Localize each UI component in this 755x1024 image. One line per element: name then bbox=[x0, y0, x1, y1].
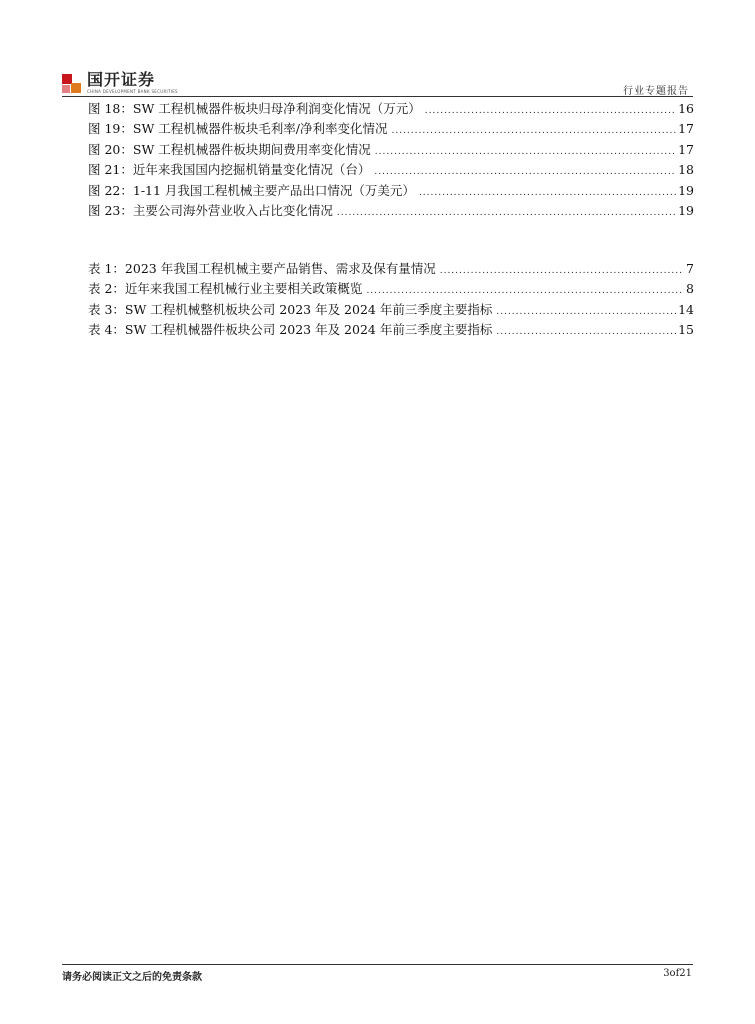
logo-mark-icon bbox=[62, 74, 81, 93]
table-label: 表 1：2023 年我国工程机械主要产品销售、需求及保有量情况 bbox=[88, 261, 436, 276]
logo-subtitle: CHINA DEVELOPMENT BANK SECURITIES bbox=[87, 89, 178, 94]
figure-entry[interactable] bbox=[88, 160, 694, 180]
figure-entry[interactable] bbox=[88, 201, 694, 221]
table-list bbox=[88, 259, 694, 341]
dot-leader bbox=[337, 208, 676, 218]
table-label: 表 2：近年来我国工程机械行业主要相关政策概览 bbox=[88, 281, 363, 297]
logo-name: 国开证券 bbox=[87, 70, 156, 89]
company-logo bbox=[62, 70, 178, 96]
table-page: 15 bbox=[678, 322, 694, 338]
report-type: 行业专题报告 bbox=[623, 86, 689, 97]
figure-label: 图 18：SW 工程机械器件板块归母净利润变化情况（万元） bbox=[88, 101, 421, 116]
table-label: 表 4：SW 工程机械器件板块公司 2023 年及 2024 年前三季度主要指标 bbox=[88, 322, 493, 338]
footer-divider bbox=[62, 964, 693, 965]
figure-entry[interactable] bbox=[88, 140, 694, 160]
page-number: 3of21 bbox=[663, 968, 692, 979]
dot-leader bbox=[496, 327, 676, 337]
table-page: 14 bbox=[678, 301, 694, 317]
disclaimer-text: 请务必阅读正文之后的免责条款 bbox=[62, 972, 202, 983]
figure-entry[interactable] bbox=[88, 119, 694, 139]
table-entry[interactable] bbox=[88, 279, 694, 299]
figure-label: 图 19：SW 工程机械器件板块毛利率/净利率变化情况 bbox=[88, 121, 388, 137]
dot-leader bbox=[419, 188, 676, 198]
figure-page: 16 bbox=[678, 101, 694, 116]
dot-leader bbox=[496, 307, 676, 317]
figure-label: 图 22：1-11 月我国工程机械主要产品出口情况（万美元） bbox=[88, 182, 415, 198]
dot-leader bbox=[375, 147, 676, 157]
header-divider bbox=[62, 96, 693, 97]
figure-page: 17 bbox=[678, 141, 694, 157]
figure-entry[interactable] bbox=[88, 181, 694, 201]
table-label: 表 3：SW 工程机械整机板块公司 2023 年及 2024 年前三季度主要指标 bbox=[88, 301, 493, 317]
figure-page: 18 bbox=[678, 162, 694, 178]
table-entry[interactable] bbox=[88, 320, 694, 340]
figure-label: 图 23：主要公司海外营业收入占比变化情况 bbox=[88, 202, 333, 218]
dot-leader bbox=[366, 286, 684, 296]
figure-label: 图 21：近年来我国国内挖掘机销量变化情况（台） bbox=[88, 162, 371, 178]
figure-page: 19 bbox=[678, 182, 694, 198]
figure-entry[interactable] bbox=[88, 99, 694, 119]
figure-page: 17 bbox=[678, 121, 694, 137]
figure-page: 19 bbox=[678, 202, 694, 218]
figure-list bbox=[88, 99, 694, 221]
dot-leader bbox=[440, 266, 684, 276]
table-entry[interactable] bbox=[88, 300, 694, 320]
table-entry[interactable] bbox=[88, 259, 694, 279]
table-page: 7 bbox=[686, 261, 694, 276]
table-page: 8 bbox=[686, 281, 694, 297]
dot-leader bbox=[374, 167, 676, 177]
figure-label: 图 20：SW 工程机械器件板块期间费用率变化情况 bbox=[88, 141, 371, 157]
dot-leader bbox=[425, 106, 676, 116]
dot-leader bbox=[391, 126, 676, 136]
